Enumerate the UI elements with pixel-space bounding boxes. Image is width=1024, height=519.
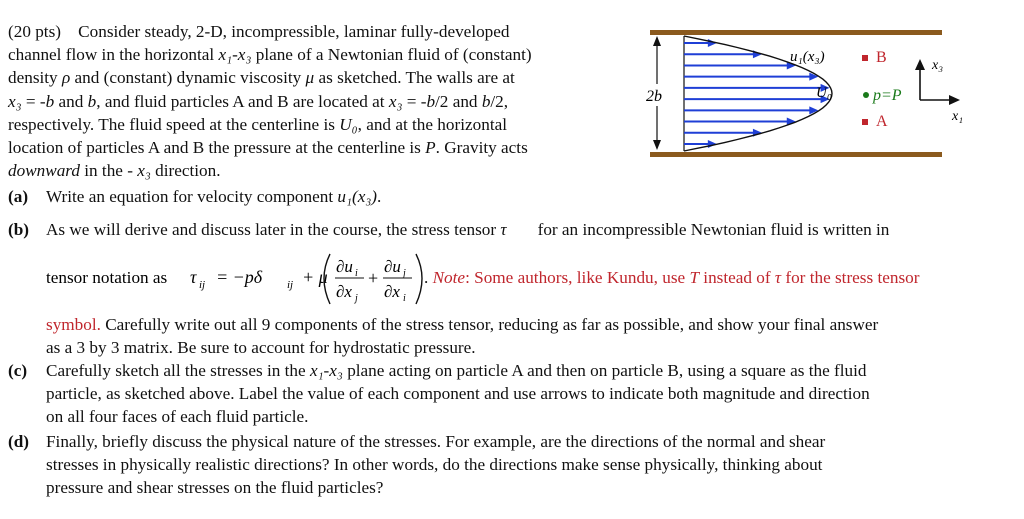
question-b-cont-1	[46, 313, 878, 336]
right-paren	[416, 254, 422, 304]
text: = -	[21, 91, 46, 111]
question-c-cont-2: on all four faces of each fluid particle.	[46, 407, 309, 426]
top-wall	[650, 30, 942, 35]
question-a	[8, 185, 381, 208]
eq-lead: tensor notation as	[46, 268, 168, 287]
stress-tensor-symbol: τ⃗⃗	[500, 220, 534, 239]
pressure-label: p=P	[873, 87, 902, 104]
var: x₁-x₃	[218, 45, 252, 65]
question-c	[8, 359, 866, 382]
centerline-point-marker	[863, 92, 869, 98]
frac1-num-sub: i	[355, 268, 358, 279]
intro-line-6	[8, 136, 628, 159]
height-dimension	[646, 36, 662, 150]
text: /2 and	[435, 91, 482, 111]
intro-line-1: (20 pts) Consider steady, 2-D, incompressible, laminar fully-developed	[8, 22, 510, 41]
coordinate-axes	[915, 58, 963, 124]
question-label: (d)	[8, 432, 30, 451]
var: x₃	[137, 161, 151, 181]
text: Carefully write out all 9 components of the stress tensor, reducing as far as possible, and show your final answer	[100, 315, 879, 334]
frac2-den-sub: i	[403, 293, 406, 304]
note-text: for the stress tensor	[781, 268, 920, 287]
frac2-num: ∂u	[384, 257, 401, 276]
u1-label: u₁(x₃)	[790, 49, 825, 65]
var: U₀	[339, 114, 358, 134]
intro-line-2	[8, 43, 628, 66]
question-b-cont-2: as a 3 by 3 matrix. Be sure to account for hydrostatic pressure.	[46, 338, 476, 357]
var: u₁(x₃)	[337, 187, 378, 206]
var: b	[481, 91, 491, 111]
eq-tau: τ	[190, 267, 197, 287]
var: b	[87, 91, 97, 111]
text: and	[54, 91, 88, 111]
question-label: (b)	[8, 220, 30, 239]
question-d	[8, 430, 825, 453]
bottom-wall	[650, 152, 942, 157]
var: x₃	[388, 91, 403, 111]
frac1-den: ∂x	[336, 282, 352, 301]
frac2-den: ∂x	[384, 282, 400, 301]
text: , and fluid particles A and B are located at	[96, 91, 389, 111]
frac1-num: ∂u	[336, 257, 353, 276]
var: P	[425, 138, 436, 158]
question-b	[8, 218, 889, 241]
text: Carefully sketch all the stresses in the	[46, 361, 310, 380]
particle-A-label: A	[876, 113, 888, 130]
frac1-den-sub: j	[355, 293, 358, 304]
text: As we will derive and discuss later in the course, the stress tensor	[46, 220, 501, 239]
text: /2,	[490, 91, 509, 111]
var: ρ	[61, 68, 71, 88]
var: μ	[305, 68, 315, 88]
var: b	[426, 91, 436, 111]
problem-intro	[8, 20, 628, 182]
intro-line-5	[8, 113, 628, 136]
eq-tau-sub: ij	[199, 279, 206, 291]
text: .	[377, 187, 382, 206]
frac2-num-sub: j	[403, 268, 406, 279]
note-text: instead of	[699, 268, 775, 287]
U0-label: U₀	[816, 85, 833, 101]
height-label: 2b	[646, 88, 662, 105]
var: x₃	[8, 91, 22, 111]
intro-line-4	[8, 90, 628, 113]
eq-plus-mu: + μ	[302, 267, 328, 287]
x1-axis-label: x₁	[952, 109, 964, 124]
question-label: (c)	[8, 361, 28, 380]
text: location of particles A and B the pressure at the centerline is	[8, 138, 426, 158]
stress-tensor-equation	[46, 250, 1006, 310]
note-text: : Some authors, like Kundu, use	[465, 268, 690, 287]
text: direction.	[150, 161, 221, 181]
var: x₁-x₃	[309, 361, 343, 380]
text: for an incompressible Newtonian fluid is written in	[533, 220, 890, 239]
question-label: (a)	[8, 187, 29, 206]
question-d-cont-2: pressure and shear stresses on the fluid particles?	[46, 478, 384, 497]
text: and (constant) dynamic viscosity	[70, 68, 306, 88]
text: as sketched. The walls are at	[314, 68, 515, 88]
text: = -	[402, 91, 427, 111]
frac-plus: +	[368, 268, 379, 288]
note-T: T	[689, 268, 699, 287]
text: Finally, briefly discuss the physical nature of the stresses. For example, are the directions of the normal and shear	[46, 432, 826, 451]
var: b	[45, 91, 55, 111]
particle-B-label: B	[876, 49, 887, 66]
text: plane of a Newtonian fluid of (constant)	[251, 45, 532, 65]
note-period: .	[424, 268, 433, 287]
particle-A-marker	[862, 119, 868, 125]
note-sentence	[424, 268, 920, 287]
text: Write an equation for velocity component	[46, 187, 338, 206]
intro-line-3	[8, 66, 628, 89]
channel-flow-figure	[632, 24, 1024, 164]
note-label: Note	[432, 268, 466, 287]
text: in the -	[79, 161, 138, 181]
question-d-cont-1: stresses in physically realistic directions? In other words, do the directions make sense physically, thinking about	[46, 455, 823, 474]
text: channel flow in the horizontal	[8, 45, 219, 65]
eq-delta-sub: ij	[287, 279, 294, 291]
intro-line-7	[8, 159, 628, 182]
eq-minus-p-delta: = −pδ	[216, 267, 263, 287]
note-symbol-word: symbol.	[46, 315, 101, 334]
text: . Gravity acts	[435, 138, 528, 158]
text: density	[8, 68, 62, 88]
text: plane acting on particle A and then on particle B, using a square as the fluid	[342, 361, 867, 380]
text: , and at the horizontal	[357, 114, 507, 134]
note-tau: τ	[774, 268, 782, 287]
x3-axis-label: x₃	[932, 58, 944, 73]
particle-B-marker	[862, 55, 868, 61]
question-c-cont-1: particle, as sketched above. Label the value of each component and use arrows to indicate both magnitude and direction	[46, 384, 870, 403]
text: respectively. The fluid speed at the centerline is	[8, 114, 340, 134]
emphasis: downward	[8, 161, 80, 181]
